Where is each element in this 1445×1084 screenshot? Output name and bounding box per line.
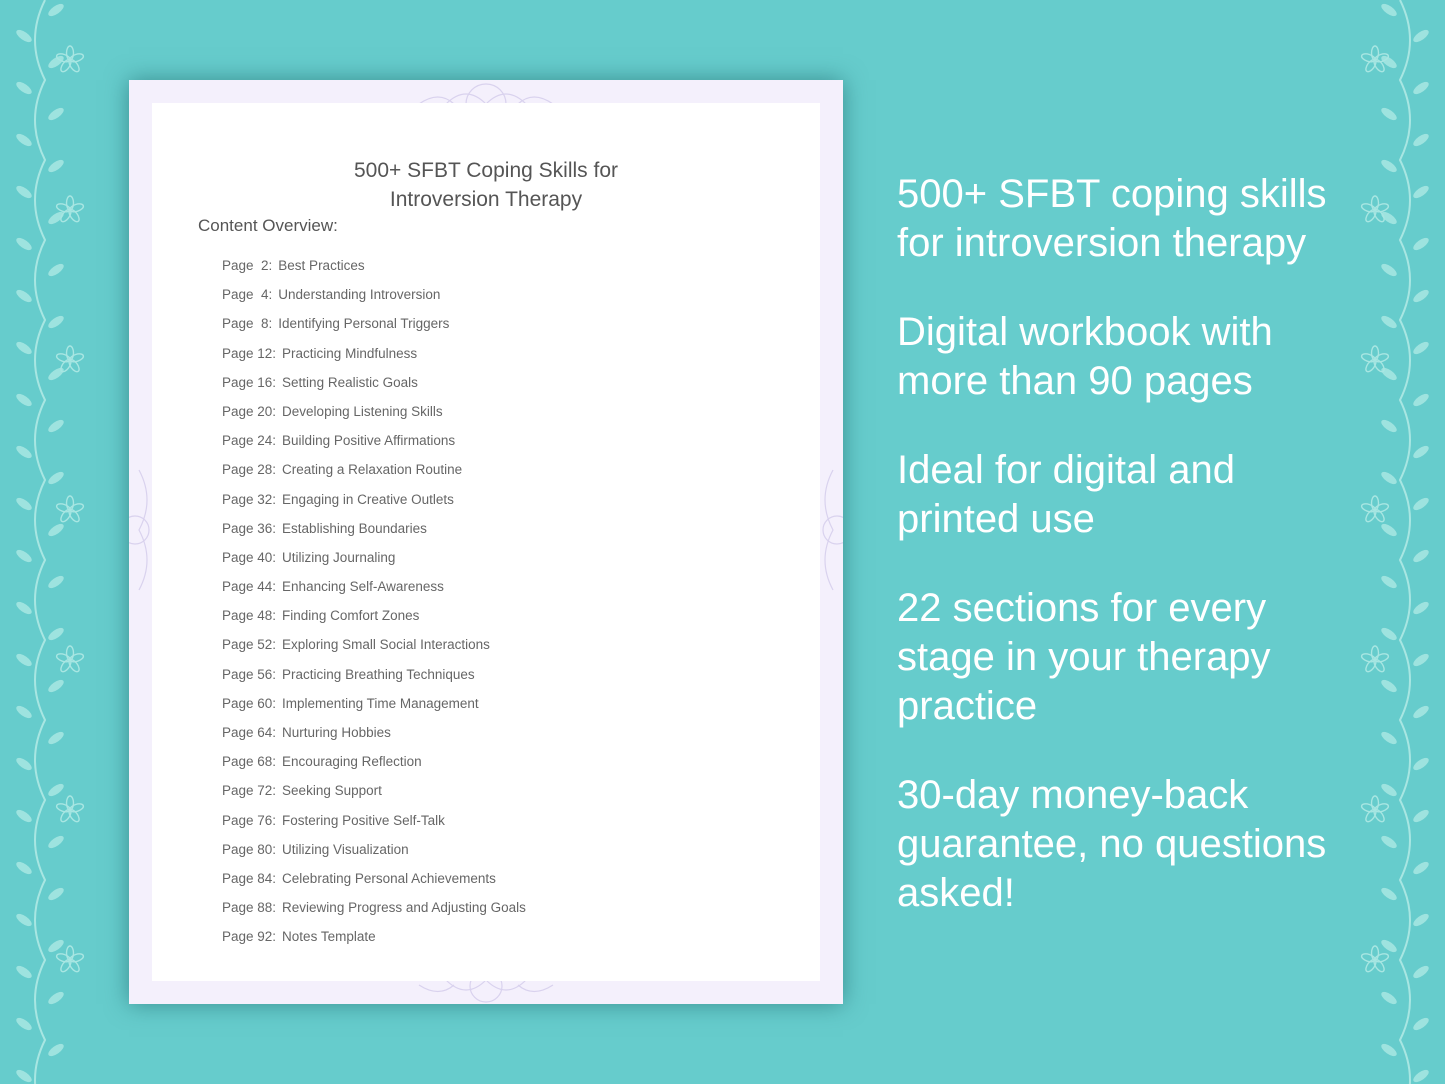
toc-page-number: Page 32: bbox=[222, 491, 277, 507]
toc-page-number: Page 88: bbox=[222, 900, 277, 916]
toc-topic: Developing Listening Skills bbox=[282, 403, 443, 419]
toc-entry bbox=[222, 864, 526, 893]
toc-page-number: Page 20: bbox=[222, 403, 277, 419]
toc-page-number: Page 76: bbox=[222, 812, 277, 828]
feature-item: 500+ SFBT coping skills for introversion therapy bbox=[897, 172, 1327, 265]
toc-entry bbox=[222, 309, 526, 338]
toc-entry bbox=[222, 660, 526, 689]
toc-entry bbox=[222, 543, 526, 572]
toc-entry bbox=[222, 280, 526, 309]
toc-page-number: Page 52: bbox=[222, 637, 277, 653]
table-of-contents bbox=[222, 251, 526, 952]
toc-page-number: Page 8: bbox=[222, 316, 273, 332]
document-title-line2: Introversion Therapy bbox=[389, 188, 583, 211]
toc-topic: Nurturing Hobbies bbox=[282, 725, 391, 740]
feature-item: Ideal for digital and printed use bbox=[897, 448, 1236, 541]
toc-entry bbox=[222, 601, 526, 630]
toc-page-number: Page 68: bbox=[222, 754, 277, 770]
toc-page-number: Page 24: bbox=[222, 433, 277, 449]
toc-topic: Practicing Mindfulness bbox=[282, 345, 418, 361]
toc-topic: Implementing Time Management bbox=[282, 695, 479, 711]
toc-page-number: Page 28: bbox=[222, 462, 277, 478]
toc-page-number: Page 36: bbox=[222, 520, 277, 536]
toc-topic: Creating a Relaxation Routine bbox=[282, 462, 463, 478]
workbook-page-preview bbox=[129, 80, 843, 1004]
toc-page-number: Page 40: bbox=[222, 549, 277, 565]
toc-topic: Finding Comfort Zones bbox=[282, 608, 420, 624]
document-title bbox=[152, 156, 820, 214]
toc-entry bbox=[222, 776, 526, 805]
toc-page-number: Page 44: bbox=[222, 579, 277, 595]
toc-entry bbox=[222, 893, 526, 922]
toc-page-number: Page 92: bbox=[222, 929, 277, 945]
page-sheet bbox=[152, 103, 820, 981]
toc-topic: Utilizing Visualization bbox=[282, 841, 409, 857]
toc-page-number: Page 4: bbox=[222, 287, 273, 303]
toc-topic: Understanding Introversion bbox=[278, 287, 441, 303]
toc-page-number: Page 2: bbox=[222, 258, 273, 273]
toc-topic: Practicing Breathing Techniques bbox=[282, 666, 475, 682]
document-title-line1: 500+ SFBT Coping Skills for bbox=[354, 159, 618, 182]
feature-list bbox=[897, 170, 1367, 958]
toc-page-number: Page 64: bbox=[222, 725, 277, 740]
toc-entry bbox=[222, 747, 526, 776]
toc-topic: Notes Template bbox=[282, 929, 376, 945]
toc-page-number: Page 48: bbox=[222, 608, 277, 624]
toc-topic: Engaging in Creative Outlets bbox=[282, 491, 454, 507]
toc-entry bbox=[222, 368, 526, 397]
toc-entry bbox=[222, 630, 526, 659]
toc-entry bbox=[222, 397, 526, 426]
toc-entry bbox=[222, 835, 526, 864]
toc-entry bbox=[222, 806, 526, 835]
toc-topic: Reviewing Progress and Adjusting Goals bbox=[282, 900, 526, 916]
feature-item: 30-day money-back guarantee, no questions asked! bbox=[897, 773, 1327, 915]
toc-entry bbox=[222, 339, 526, 368]
toc-topic: Celebrating Personal Achievements bbox=[282, 870, 496, 886]
toc-entry bbox=[222, 514, 526, 543]
toc-page-number: Page 72: bbox=[222, 783, 277, 799]
toc-page-number: Page 84: bbox=[222, 870, 277, 886]
toc-topic: Enhancing Self-Awareness bbox=[282, 579, 444, 595]
toc-entry bbox=[222, 572, 526, 601]
toc-topic: Identifying Personal Triggers bbox=[278, 316, 450, 332]
toc-page-number: Page 16: bbox=[222, 374, 277, 390]
toc-entry bbox=[222, 922, 526, 951]
toc-page-number: Page 60: bbox=[222, 695, 277, 711]
toc-topic: Fostering Positive Self-Talk bbox=[282, 812, 445, 828]
content-overview-heading: Content Overview: bbox=[198, 216, 338, 235]
toc-entry bbox=[222, 251, 526, 280]
toc-page-number: Page 80: bbox=[222, 841, 277, 857]
feature-item: 22 sections for every stage in your therapy practice bbox=[897, 586, 1271, 728]
toc-topic: Utilizing Journaling bbox=[282, 549, 396, 565]
floral-vine-left-icon bbox=[0, 0, 95, 1084]
toc-entry bbox=[222, 426, 526, 455]
toc-topic: Setting Realistic Goals bbox=[282, 374, 418, 390]
toc-entry bbox=[222, 718, 526, 747]
toc-topic: Establishing Boundaries bbox=[282, 520, 427, 536]
toc-entry bbox=[222, 455, 526, 484]
toc-topic: Best Practices bbox=[278, 258, 365, 273]
toc-topic: Exploring Small Social Interactions bbox=[282, 637, 490, 653]
toc-topic: Seeking Support bbox=[282, 783, 382, 799]
feature-item: Digital workbook with more than 90 pages bbox=[897, 310, 1273, 403]
toc-page-number: Page 12: bbox=[222, 345, 277, 361]
toc-topic: Encouraging Reflection bbox=[282, 754, 422, 770]
toc-entry bbox=[222, 689, 526, 718]
toc-topic: Building Positive Affirmations bbox=[282, 433, 456, 449]
toc-page-number: Page 56: bbox=[222, 666, 277, 682]
toc-entry bbox=[222, 485, 526, 514]
